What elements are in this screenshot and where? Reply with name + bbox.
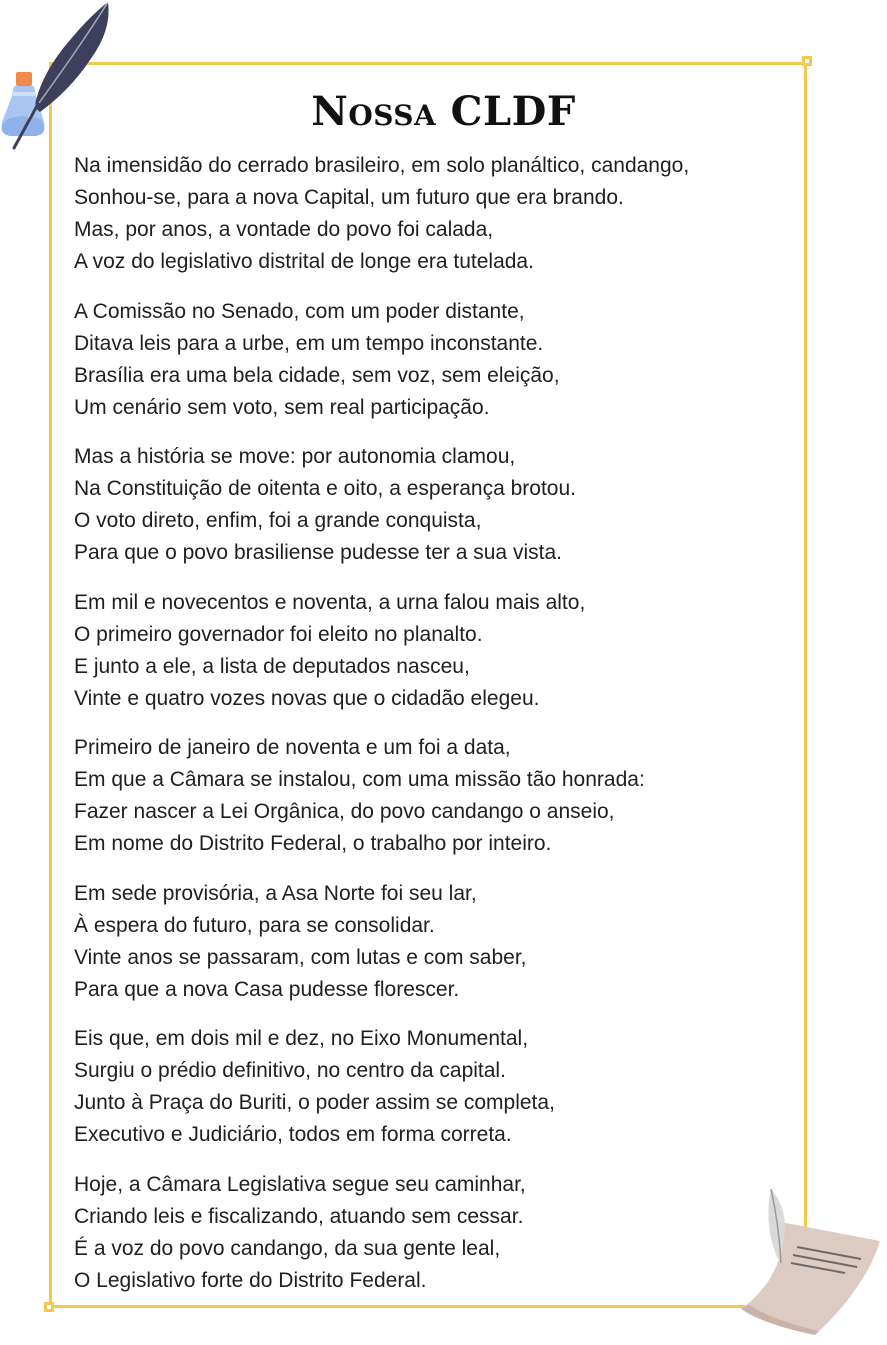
verse-line: Mas a história se move: por autonomia clamou, — [74, 445, 516, 468]
verse-line: O Legislativo forte do Distrito Federal. — [74, 1268, 427, 1292]
verse-line: Vinte e quatro vozes novas que o cidadão elegeu. — [74, 686, 540, 710]
verse-line: À espera do futuro, para se consolidar. — [74, 913, 435, 937]
verse-line: É a voz do povo candango, da sua gente leal, — [74, 1236, 501, 1260]
verse-line: Na imensidão do cerrado brasileiro, em solo planáltico, candango, — [74, 154, 690, 177]
verse-line: Executivo e Judiciário, todos em forma correta. — [74, 1123, 512, 1146]
scroll-icon — [741, 1221, 880, 1335]
verse-line: Para que o povo brasiliense pudesse ter a sua vista. — [74, 541, 562, 564]
verse-line: Primeiro de janeiro de noventa e um foi a data, — [74, 736, 511, 759]
stanza — [74, 441, 794, 569]
verse-line: Mas, por anos, a vontade do povo foi calada, — [74, 218, 494, 241]
page-title: Nossa CLDF — [311, 88, 576, 135]
verse-line: Em nome do Distrito Federal, o trabalho por inteiro. — [74, 832, 552, 855]
frame-corner-top-right — [802, 56, 812, 66]
verse-line: Ditava leis para a urbe, em um tempo inconstante. — [74, 331, 544, 355]
verse-line: A voz do legislativo distrital de longe era tutelada. — [74, 250, 534, 273]
stanza — [74, 150, 794, 278]
stanza — [74, 732, 794, 860]
verse-line: Um cenário sem voto, sem real participação. — [74, 395, 490, 419]
verse-line: Em mil e novecentos e noventa, a urna falou mais alto, — [74, 590, 586, 614]
verse-line: Criando leis e fiscalizando, atuando sem cessar. — [74, 1204, 524, 1228]
verse-line: Eis que, em dois mil e dez, no Eixo Monumental, — [74, 1027, 529, 1050]
verse-line: Brasília era uma bela cidade, sem voz, sem eleição, — [74, 363, 560, 387]
stanza — [74, 878, 794, 1006]
verse-line: Sonhou-se, para a nova Capital, um futuro que era brando. — [74, 186, 624, 209]
quill-and-scroll-icon — [735, 1185, 885, 1340]
verse-line: Em sede provisória, a Asa Norte foi seu lar, — [74, 881, 477, 905]
verse-line: Para que a nova Casa pudesse florescer. — [74, 977, 460, 1001]
stanza — [74, 1023, 794, 1151]
stanza — [74, 296, 794, 424]
verse-line: Fazer nascer a Lei Orgânica, do povo candango o anseio, — [74, 800, 615, 823]
verse-line: E junto a ele, a lista de deputados nasceu, — [74, 654, 470, 678]
stanza — [74, 587, 794, 715]
verse-line: Hoje, a Câmara Legislativa segue seu caminhar, — [74, 1172, 526, 1196]
verse-line: Em que a Câmara se instalou, com uma missão tão honrada: — [74, 768, 645, 791]
verse-line: Surgiu o prédio definitivo, no centro da capital. — [74, 1059, 506, 1082]
stanza — [74, 1169, 794, 1297]
verse-line: Na Constituição de oitenta e oito, a esperança brotou. — [74, 477, 576, 500]
verse-line: Vinte anos se passaram, com lutas e com saber, — [74, 945, 527, 969]
quill-and-inkwell-icon — [0, 0, 120, 160]
poem-body — [74, 150, 794, 1314]
verse-line: A Comissão no Senado, com um poder distante, — [74, 299, 525, 323]
frame-corner-bottom-left — [44, 1302, 54, 1312]
verse-line: Junto à Praça do Buriti, o poder assim se completa, — [74, 1091, 555, 1114]
verse-line: O primeiro governador foi eleito no planalto. — [74, 622, 483, 646]
verse-line: O voto direto, enfim, foi a grande conquista, — [74, 509, 482, 532]
